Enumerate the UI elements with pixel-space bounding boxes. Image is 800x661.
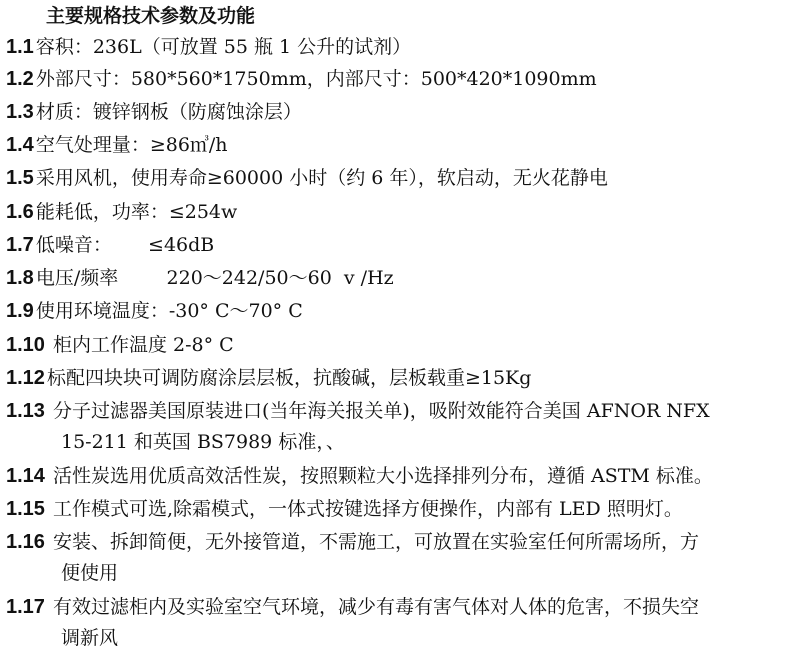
item-number: 1.5 bbox=[6, 167, 34, 189]
spec-item-1-16 bbox=[6, 527, 796, 589]
item-number: 1.15 bbox=[6, 498, 45, 520]
item-number: 1.12 bbox=[6, 367, 45, 389]
item-number: 1.8 bbox=[6, 267, 34, 289]
item-number: 1.6 bbox=[6, 201, 34, 223]
item-text: 柜内工作温度 2-8° C bbox=[46, 334, 234, 356]
item-text: 活性炭选用优质高效活性炭，按照颗粒大小选择排列分布，遵循 ASTM 标准。 bbox=[46, 465, 713, 487]
item-text: 容积：236L（可放置 55 瓶 1 公升的试剂） bbox=[35, 36, 412, 58]
item-text: 使用环境温度：-30° C～70° C bbox=[35, 300, 303, 322]
item-number: 1.7 bbox=[6, 234, 34, 256]
spec-item-1-3 bbox=[6, 97, 796, 128]
item-text: 材质：镀锌钢板（防腐蚀涂层） bbox=[35, 101, 302, 123]
spec-item-1-15 bbox=[6, 494, 796, 525]
item-text: 标配四块块可调防腐涂层层板，抗酸碱，层板载重≥15Kg bbox=[46, 367, 532, 389]
spec-item-1-8 bbox=[6, 263, 796, 294]
item-text: 低噪音： ≤46dB bbox=[35, 234, 215, 256]
item-number: 1.16 bbox=[6, 531, 45, 553]
spec-item-1-17 bbox=[6, 592, 796, 654]
spec-item-1-12 bbox=[6, 363, 796, 394]
item-number: 1.13 bbox=[6, 400, 45, 422]
item-text-continued: 15-211 和英国 BS7989 标准，、 bbox=[61, 431, 345, 453]
item-text: 能耗低，功率：≤254w bbox=[35, 201, 238, 223]
item-number: 1.14 bbox=[6, 465, 45, 487]
item-text-continued: 调新风 bbox=[61, 627, 119, 649]
spec-item-1-1 bbox=[6, 32, 796, 63]
item-number: 1.2 bbox=[6, 68, 34, 90]
item-text: 电压/频率 220～242/50～60 v /Hz bbox=[35, 267, 394, 289]
item-number: 1.3 bbox=[6, 101, 34, 123]
spec-item-1-6 bbox=[6, 197, 796, 228]
spec-item-1-2 bbox=[6, 64, 796, 95]
spec-item-1-14 bbox=[6, 461, 796, 492]
item-number: 1.1 bbox=[6, 36, 34, 58]
item-text: 空气处理量：≥86㎥/h bbox=[35, 134, 228, 156]
spec-item-1-13 bbox=[6, 396, 796, 458]
spec-item-1-5 bbox=[6, 163, 796, 194]
document-heading: 主要规格技术参数及功能 bbox=[46, 5, 256, 27]
item-text: 安装、拆卸简便，无外接管道，不需施工，可放置在实验室任何所需场所，方 bbox=[46, 531, 699, 553]
spec-item-1-7 bbox=[6, 230, 796, 261]
item-number: 1.17 bbox=[6, 596, 45, 618]
item-text: 有效过滤柜内及实验室空气环境，减少有毒有害气体对人体的危害，不损失空 bbox=[46, 596, 699, 618]
item-text: 采用风机，使用寿命≥60000 小时（约 6 年），软启动，无火花静电 bbox=[35, 167, 608, 189]
item-number: 1.10 bbox=[6, 334, 45, 356]
item-text: 工作模式可选,除霜模式，一体式按键选择方便操作，内部有 LED 照明灯。 bbox=[46, 498, 683, 520]
item-number: 1.4 bbox=[6, 134, 34, 156]
item-text-continued: 便使用 bbox=[61, 562, 119, 584]
spec-item-1-9 bbox=[6, 296, 796, 327]
item-number: 1.9 bbox=[6, 300, 34, 322]
item-text: 分子过滤器美国原装进口(当年海关报关单)，吸附效能符合美国 AFNOR NFX bbox=[46, 400, 710, 422]
item-text: 外部尺寸：580*560*1750mm，内部尺寸：500*420*1090mm bbox=[35, 68, 597, 90]
spec-item-1-4 bbox=[6, 130, 796, 161]
spec-item-1-10 bbox=[6, 330, 796, 361]
